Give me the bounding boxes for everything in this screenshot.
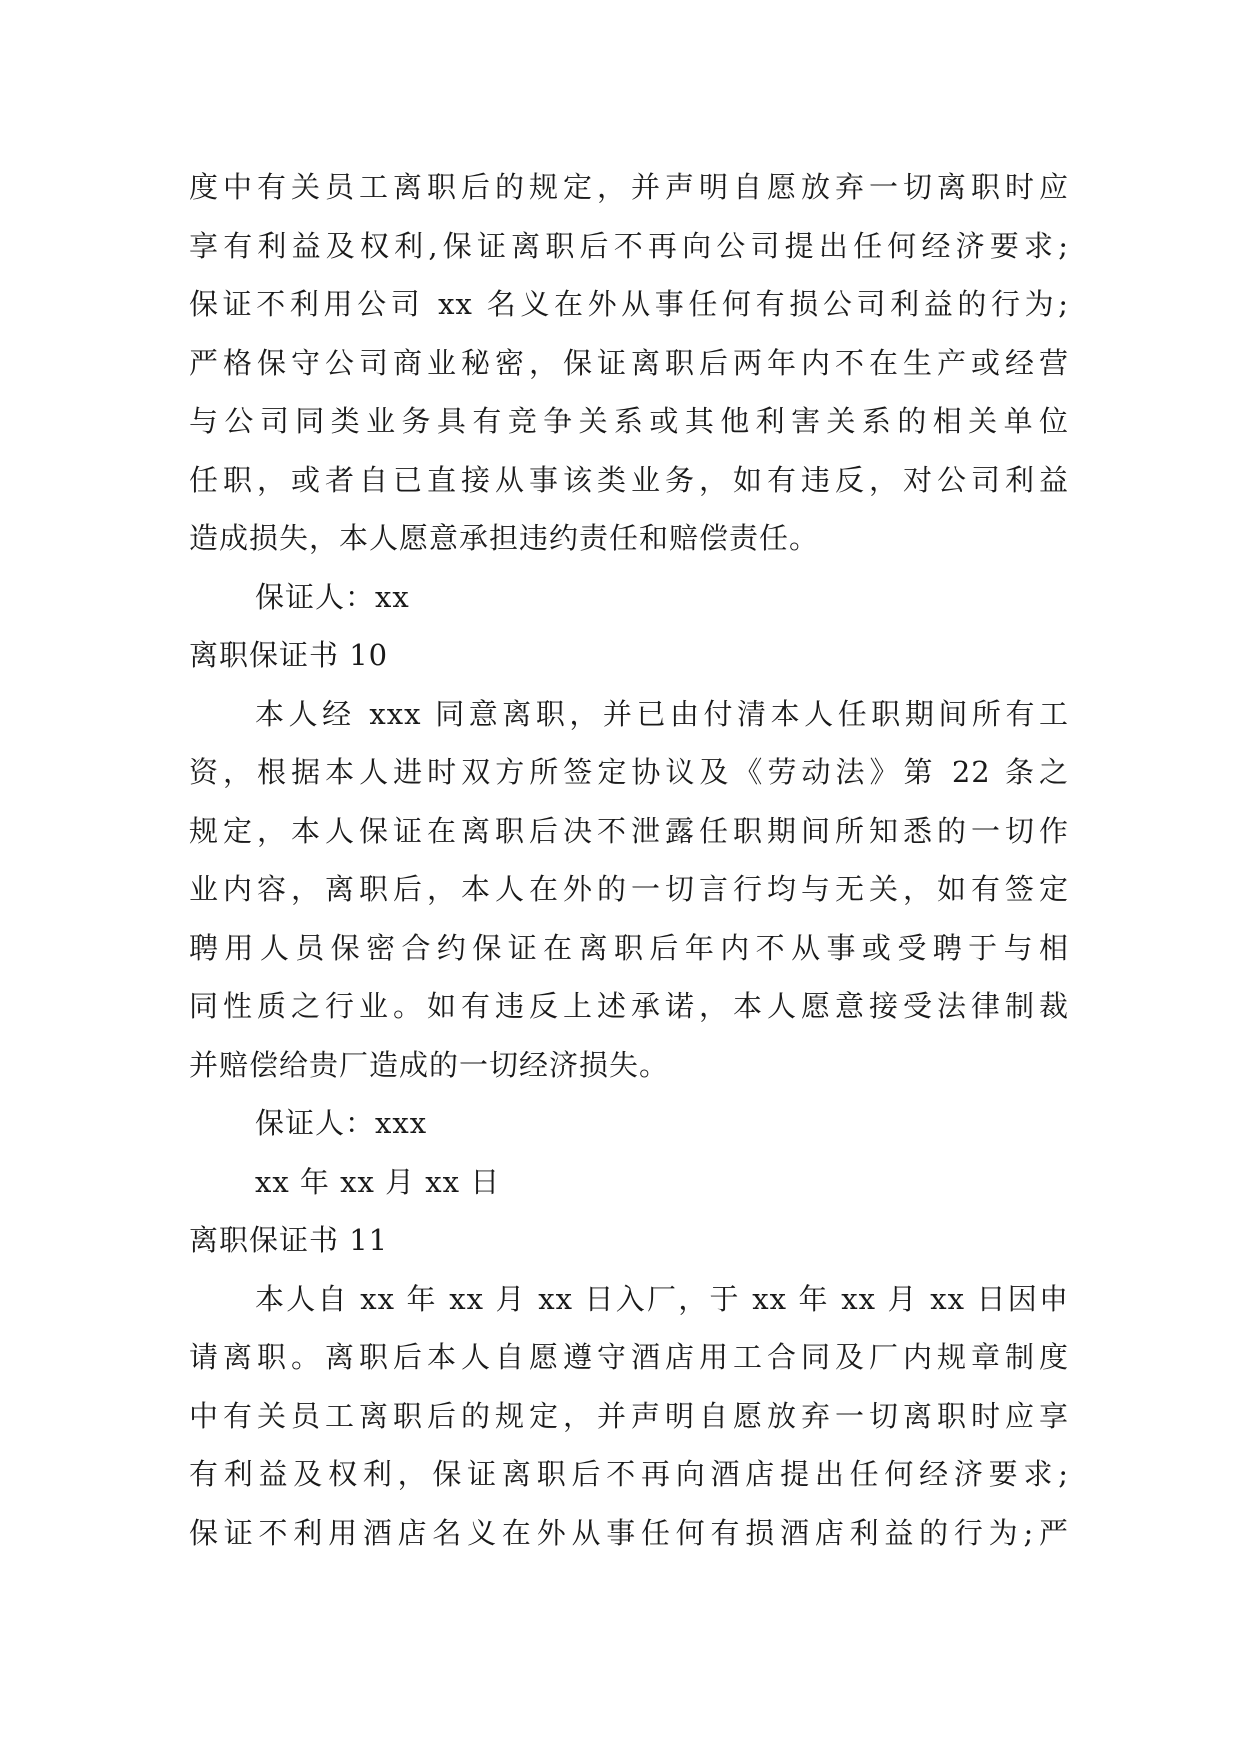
text-line: 严格保守公司商业秘密，保证离职后两年内不在生产或经营 — [189, 345, 1069, 380]
text-line: 任职，或者自已直接从事该类业务，如有违反，对公司利益 — [189, 462, 1069, 497]
text-line: 与公司同类业务具有竞争关系或其他利害关系的相关单位 — [189, 404, 1069, 438]
text-line: 中有关员工离职后的规定，并声明自愿放弃一切离职时应享 — [189, 1398, 1069, 1433]
text-line: 聘用人员保密合约保证在离职后年内不从事或受聘于与相 — [189, 930, 1069, 965]
section-heading: 离职保证书 11 — [189, 1223, 389, 1257]
text-line: 本人经 xxx 同意离职，并已由付清本人任职期间所有工 — [255, 696, 1069, 731]
signature-line: 保证人：xx — [255, 579, 410, 614]
section-heading: 离职保证书 10 — [189, 638, 389, 672]
text-line: 本人自 xx 年 xx 月 xx 日入厂，于 xx 年 xx 月 xx 日因申 — [255, 1281, 1069, 1316]
text-line: 度中有关员工离职后的规定，并声明自愿放弃一切离职时应 — [189, 170, 1069, 204]
text-line: 享有利益及权利,保证离职后不再向公司提出任何经济要求; — [189, 228, 1069, 263]
document-body — [189, 158, 1069, 1562]
text-line: 并赔偿给贵厂造成的一切经济损失。 — [189, 1047, 670, 1082]
signature-line: 保证人：xxx — [255, 1106, 428, 1140]
date-line: xx 年 xx 月 xx 日 — [255, 1164, 501, 1199]
text-line: 请离职。离职后本人自愿遵守酒店用工合同及厂内规章制度 — [189, 1340, 1069, 1374]
text-line: 同性质之行业。如有违反上述承诺，本人愿意接受法律制裁 — [189, 989, 1069, 1023]
text-line: 有利益及权利，保证离职后不再向酒店提出任何经济要求; — [189, 1457, 1069, 1491]
text-line: 造成损失，本人愿意承担违约责任和赔偿责任。 — [189, 521, 820, 555]
text-line: 业内容，离职后，本人在外的一切言行均与无关，如有签定 — [189, 872, 1069, 906]
text-line: 资，根据本人进时双方所签定协议及《劳动法》第 22 条之 — [189, 755, 1069, 789]
text-line: 保证不利用公司 xx 名义在外从事任何有损公司利益的行为; — [189, 287, 1069, 321]
text-line: 规定，本人保证在离职后决不泄露任职期间所知悉的一切作 — [189, 813, 1069, 848]
text-line: 保证不利用酒店名义在外从事任何有损酒店利益的行为;严 — [189, 1515, 1069, 1550]
